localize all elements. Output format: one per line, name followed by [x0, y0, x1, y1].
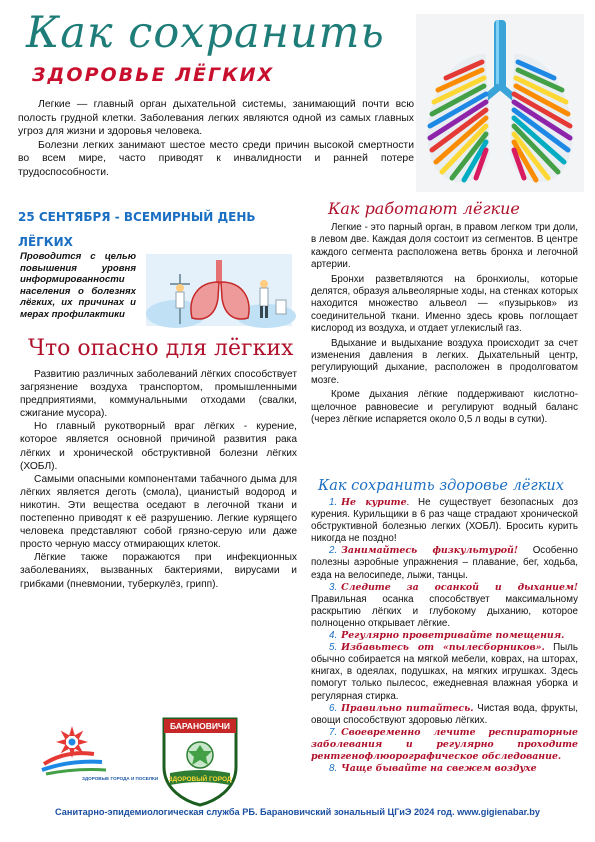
danger-text [20, 368, 297, 591]
logo-city-name: БАРАНОВИЧИ [169, 721, 231, 731]
tip-number: 8. [329, 763, 338, 775]
tip-number: 7. [329, 726, 338, 738]
doctors-illustration [146, 254, 292, 326]
tip-number: 3. [329, 581, 338, 593]
tip-lead: Не курите [341, 497, 407, 508]
tip-lead: Правильно питайтесь. [341, 702, 474, 714]
intro-paragraph: Болезни легких занимают шестое место среди причин высокой смертности во всем мире, часто приводят к инвалидности и ранней потере трудоспособности. [18, 139, 414, 178]
tip-text: Чистая вода, фрукты, овощи способствуют здоровью лёгких. [311, 702, 578, 726]
works-paragraph: Вдыхание и выдыхание воздуха происходит за счет изменения давления в легких. Дыхательный центр, регулирующий дыхание, расположен в продолговатом мозге. [311, 337, 578, 386]
tip-lead: Следите за осанкой и дыханием! [341, 581, 578, 593]
tip-number: 1. [329, 497, 338, 508]
tip-item [311, 642, 578, 702]
tip-number: 2. [329, 545, 338, 557]
intro-paragraph: Легкие — главный орган дыхательной системы, занимающий почти всю полость грудной клетки. Заболевания легких являются одной из самых главных угроз для жизни и здоровья человека. [18, 99, 414, 138]
tip-lead: Занимайтесь физкультурой! [341, 545, 518, 557]
works-paragraph: Кроме дыхания лёгкие поддерживают кислотно-щелочное равновесие и регулируют водный баланс (через лёгкие испаряется около 0,5 л воды в сутки). [311, 389, 578, 426]
tip-text: Особенно полезны аэробные упражнения – плавание, бег, ходьба, езда на велосипеде, лыжи, танцы. [311, 545, 578, 581]
how-lungs-work-text [311, 222, 578, 427]
logo-healthy-city: ЗДОРОВЫЙ ГОРОД [168, 776, 232, 783]
danger-heading: Что опасно для лёгких [28, 336, 294, 361]
world-lung-day-purpose: Проводится с целью повышения уровня информированности населения о болезнях лёгких, их причинах и мерах профилактики [20, 251, 136, 320]
world-lung-day-heading: 25 СЕНТЯБРЯ - ВСЕМИРНЫЙ ДЕНЬ ЛЁГКИХ [18, 210, 256, 249]
tip-item [311, 727, 578, 763]
tip-item [311, 582, 578, 630]
tip-item [311, 703, 578, 727]
tip-lead: Избавьтесь от «пылесборников». [341, 642, 545, 654]
danger-paragraph: Самыми опасными компонентами табачного дыма для лёгких является деготь (смола), цианистый водород и никотин. Эти вещества оседают в легочной ткани и постепенно приводят к её разрушению. Легкие курящего человека представляют собой грязно-серую или даже просто черную массу отмирающих клеток. [20, 473, 297, 551]
tip-lead: Чаще бывайте на свежем воздухе [341, 763, 537, 775]
tip-item [311, 545, 578, 581]
healthy-cities-logo [36, 720, 159, 782]
keep-lungs-healthy-heading: Как сохранить здоровье лёгких [318, 478, 564, 494]
tip-text: Пыль обычно собирается на мягкой мебели, коврах, на шторах, книгах, в одеялах, подушках, на мягких игрушках. Здесь помогут только пылесос, ежедневная влажная уборка и регулярная стирка. [311, 642, 578, 702]
intro-text [18, 98, 414, 180]
danger-paragraph: Но главный рукотворный враг лёгких - курение, которое является основной причиной развития рака лёгких и хронической обструктивной болезни лёгких (ХОБЛ). [20, 421, 297, 472]
tip-number: 4. [329, 630, 338, 642]
page-subtitle: ЗДОРОВЬЕ ЛЁГКИХ [32, 64, 275, 86]
how-lungs-work-heading: Как работают лёгкие [328, 199, 520, 218]
tip-item [311, 497, 578, 545]
tip-lead: Своевременно лечите респираторные заболевания и регулярно проходите рентгенофлюорографическое обследование. [311, 726, 578, 762]
tip-number: 6. [329, 702, 338, 714]
tip-number: 5. [329, 642, 338, 654]
danger-paragraph: Лёгкие также поражаются при инфекционных заболеваниях, вызванных бактериями, вирусами и грибками (пневмонии, туберкулёз, грипп). [20, 552, 297, 590]
tips-list [311, 497, 578, 775]
tip-item [311, 763, 578, 775]
tip-text: . Не существует безопасных доз курения. Курильщики в 6 раз чаще страдают хронической обструктивной болезнью легких (ХОБЛ). Бросить курить никогда не поздно! [311, 497, 578, 545]
danger-paragraph: Развитию различных заболеваний лёгких способствует загрязнение воздуха транспортом, промышленными предприятиями, коммунальными отходами (свалки, сжигание мусора). [20, 369, 297, 420]
page-title: Как сохранить [26, 8, 385, 58]
tip-lead: Регулярно проветривайте помещения. [341, 630, 565, 642]
works-paragraph: Легкие - это парный орган, в правом легком три доли, в левом две. Каждая доля состоит из сегментов. В центре каждого сегмента расположена ветвь бронха и легочной артерии. [311, 222, 578, 271]
tip-text: Правильная осанка способствует максимальному раскрытию лёгких и глубокому дыханию, которое полноценно открывает лёгкие. [311, 593, 578, 629]
works-paragraph: Бронхи разветвляются на бронхиолы, которые делятся, образуя альвеолярные ходы, на стенках которых находится множество альвеол — «пузырьков» из соединительной ткани. Именно здесь кровь поглощает кислород из воздуха, и отдает углекислый газ. [311, 273, 578, 335]
lungs-illustration [416, 14, 584, 192]
footer-credits: Санитарно-эпидемиологическая служба РБ. Барановичский зональный ЦГиЭ 2024 год. www.gigienabar.by [55, 807, 540, 817]
baranovichi-healthy-city-logo [160, 715, 240, 807]
healthy-cities-caption: ЗДОРОВЫЕ ГОРОДА И ПОСЕЛКИ [82, 776, 159, 781]
tip-item [311, 630, 578, 642]
